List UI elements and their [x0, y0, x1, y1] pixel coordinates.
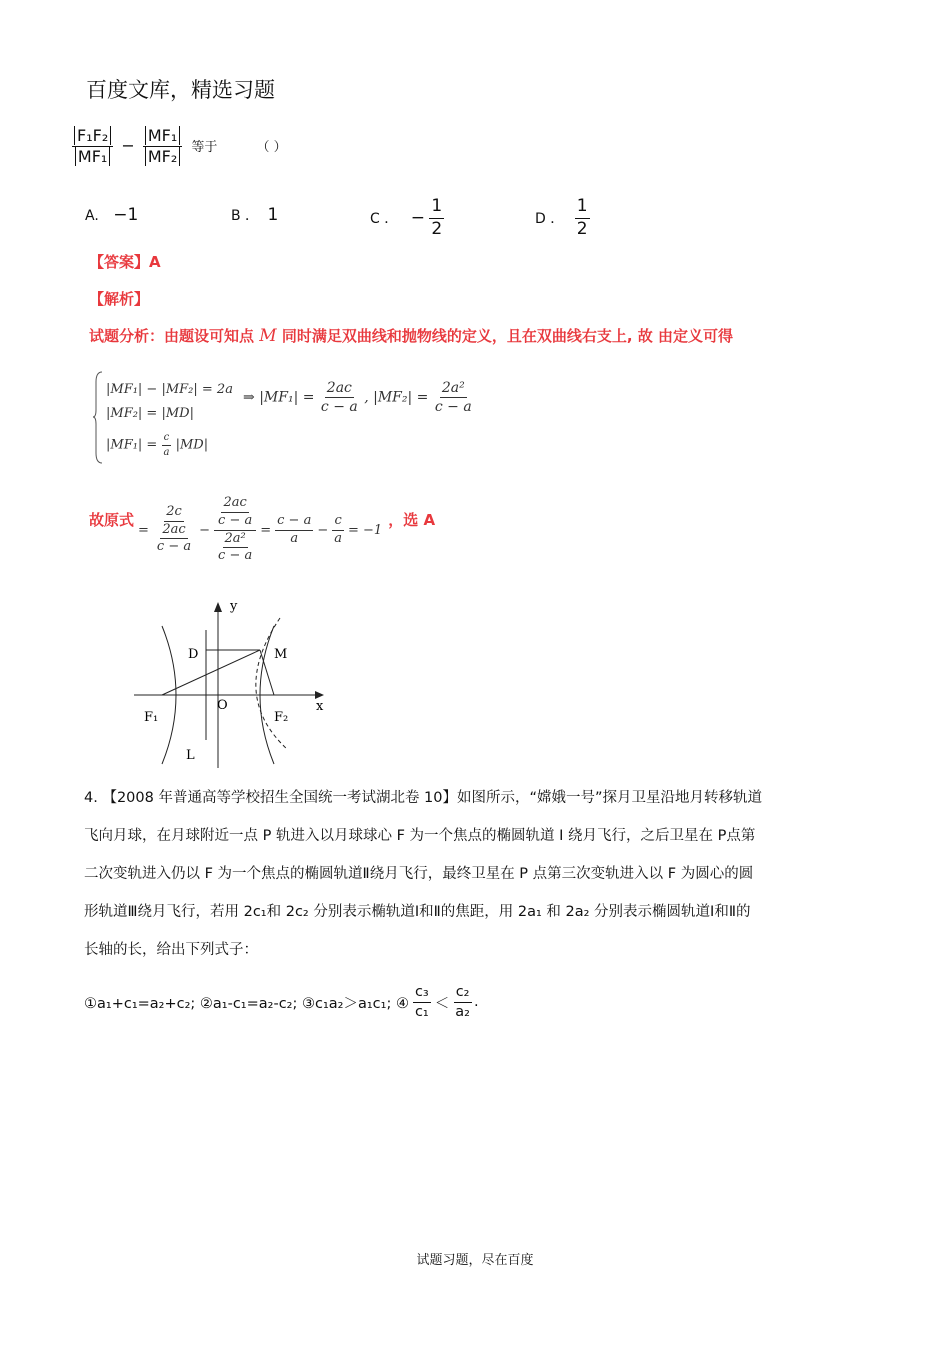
- conclusion-fraction-3: [275, 514, 313, 547]
- problem4-line-4: 形轨道Ⅲ绕月飞行，若用 2c₁和 2c₂ 分别表示椭轨道Ⅰ和Ⅱ的焦距，用 2a₁ 和 2a₂ 分别表示椭圆轨道Ⅰ和Ⅱ的: [84, 904, 751, 920]
- conclusion-f3-num: c − a: [275, 514, 313, 531]
- formula-4-left-fraction: [413, 984, 431, 1020]
- equation-system: [93, 370, 483, 465]
- option-b: [231, 205, 278, 225]
- conclusion-f1-den-den: c − a: [156, 539, 192, 555]
- system-row-1: |MF₁| − |MF₂| = 2a: [106, 382, 233, 397]
- option-d: [535, 197, 590, 239]
- frac-left-denominator: MF₁: [75, 147, 110, 166]
- answer-label: 【答案】A: [89, 253, 161, 271]
- formula-4-left-num: c₃: [413, 984, 431, 1003]
- label-f1: F₁: [144, 710, 159, 725]
- y-axis-arrow-icon: [214, 602, 222, 612]
- result-2-fraction: [433, 380, 474, 415]
- conclusion-f1-num: 2c: [164, 505, 184, 522]
- conclusion-equals-2: =: [260, 522, 272, 538]
- option-b-label: B ．: [231, 208, 260, 224]
- frac-right-numerator: MF₁: [145, 126, 180, 145]
- conclusion-f1-den-num: 2ac: [160, 523, 187, 540]
- conclusion-minus-1: −: [199, 522, 211, 538]
- option-d-numerator: 1: [575, 197, 590, 219]
- system-result: [243, 380, 474, 415]
- result-1-den: c − a: [320, 399, 358, 416]
- formulas-list: ①a₁+c₁=a₂+c₂; ②a₁-c₁=a₂-c₂; ③c₁a₂＞a₁c₁; ④: [84, 995, 409, 1012]
- option-b-value: 1: [267, 205, 279, 225]
- conclusion-f2-den-num: 2a²: [223, 532, 248, 549]
- conclusion-equals-1: =: [138, 522, 149, 538]
- problem4-line-3: 二次变轨进入仍以 F 为一个焦点的椭圆轨道Ⅱ绕月飞行，最终卫星在 P 点第三次变轨进入以 F 为圆心的圆: [84, 866, 754, 882]
- system-row-3-lhs: |MF₁| =: [106, 437, 158, 453]
- conclusion-fraction-4: [332, 514, 344, 547]
- conclusion-f2-num: [214, 496, 256, 531]
- option-d-fraction: [575, 197, 590, 239]
- label-o: O: [217, 698, 228, 713]
- x-axis-arrow-icon: [315, 691, 324, 699]
- analysis-text-part1: 试题分析：由题设可知点: [89, 327, 260, 345]
- system-row-3: [106, 432, 208, 458]
- result-2-den: c − a: [434, 399, 472, 416]
- page-footer: 试题习题，尽在百度: [416, 1253, 534, 1268]
- conclusion-f2-den: [214, 531, 256, 565]
- option-c-denominator: 2: [431, 218, 443, 239]
- result-2-lhs: |MF₂| =: [373, 389, 429, 406]
- analysis-text: [89, 325, 733, 346]
- label-x: x: [316, 699, 324, 714]
- fraction-left: [72, 127, 113, 167]
- minus-sign: −: [121, 136, 135, 156]
- question-expression: [72, 127, 287, 167]
- less-than-sign: ＜: [434, 995, 450, 1012]
- conclusion-minus-2: −: [317, 522, 329, 538]
- formula-4-right-fraction: [453, 984, 472, 1020]
- system-row-3-fraction: [161, 432, 171, 458]
- problem4-formulas: [84, 984, 479, 1020]
- option-d-label: D ．: [535, 211, 565, 228]
- problem4-line-1: 4. 【2008 年普通高等学校招生全国统一考试湖北卷 10】如图所示，“嫦娥一号”探月卫星沿地月转移轨道: [84, 790, 763, 806]
- hyperbola-figure: [120, 590, 340, 775]
- frac-right-denominator: MF₂: [145, 147, 180, 166]
- system-row-3-rhs: |MD|: [175, 437, 209, 453]
- result-separator: ,: [364, 389, 369, 406]
- conclusion-choice: ，选 A: [388, 510, 436, 529]
- label-m: M: [274, 647, 288, 662]
- answer-blank: （ ）: [256, 140, 287, 156]
- conclusion-fraction-2: [214, 496, 256, 565]
- conclusion-f2-num-den: c − a: [218, 512, 253, 528]
- analysis-point-m: M: [259, 326, 277, 346]
- option-d-denominator: 2: [576, 218, 588, 239]
- problem4-line-2: 飞向月球，在月球附近一点 P 轨进入以月球球心 F 为一个焦点的椭圆轨道 I 绕月飞行，之后卫星在 P点第: [84, 828, 756, 844]
- option-c-fraction: [429, 197, 444, 239]
- label-f2: F₂: [274, 710, 289, 725]
- conclusion: [89, 490, 435, 570]
- option-a-label: A.: [85, 208, 99, 224]
- formula-period: .: [473, 994, 479, 1011]
- segment-mf2: [260, 650, 274, 695]
- label-d: D: [188, 647, 199, 662]
- label-y: y: [230, 599, 238, 614]
- option-a: [85, 205, 138, 225]
- system-row-2: |MF₂| = |MD|: [106, 406, 194, 421]
- conclusion-fraction-1: [153, 505, 195, 556]
- system-row-3-den: a: [163, 446, 170, 458]
- option-c-sign: −: [410, 208, 425, 229]
- conclusion-f3-den: a: [290, 530, 299, 546]
- system-brace: [93, 370, 105, 465]
- formula-4-left-den: c₁: [414, 1003, 429, 1020]
- option-c-label: C ．: [370, 211, 399, 228]
- conclusion-f2-num-num: 2ac: [221, 496, 248, 513]
- option-a-value: −1: [113, 205, 139, 225]
- option-c: [370, 197, 444, 239]
- result-2-num: 2a²: [440, 380, 467, 398]
- analysis-text-part2: 同时满足双曲线和抛物线的定义，且在双曲线右支上, 故 由定义可得: [276, 327, 734, 345]
- result-1-lhs: |MF₁| =: [259, 389, 315, 406]
- formula-4-right-num: c₂: [454, 984, 472, 1003]
- page-title: 百度文库，精选习题: [86, 78, 275, 102]
- problem4-line-5: 长轴的长，给出下列式子：: [84, 942, 258, 958]
- conclusion-result: = −1: [348, 522, 383, 538]
- fraction-right: [143, 127, 182, 167]
- conclusion-f1-den: [153, 522, 195, 556]
- option-c-numerator: 1: [429, 197, 444, 219]
- frac-left-numerator: F₁F₂: [74, 126, 111, 145]
- conclusion-f4-den: a: [334, 530, 343, 546]
- result-1-num: 2ac: [325, 380, 354, 398]
- conclusion-f2-den-den: c − a: [218, 548, 253, 564]
- label-l: L: [186, 748, 195, 763]
- formula-4-right-den: a₂: [455, 1003, 470, 1020]
- result-1-fraction: [319, 380, 360, 415]
- equals-text: 等于: [191, 140, 218, 156]
- segment-f1m: [162, 650, 260, 695]
- conclusion-label: 故原式: [89, 510, 135, 529]
- conclusion-f4-num: c: [332, 514, 343, 531]
- analysis-label: 【解析】: [89, 290, 150, 308]
- implies-arrow: ⇒: [243, 389, 255, 406]
- system-row-3-num: c: [162, 432, 172, 446]
